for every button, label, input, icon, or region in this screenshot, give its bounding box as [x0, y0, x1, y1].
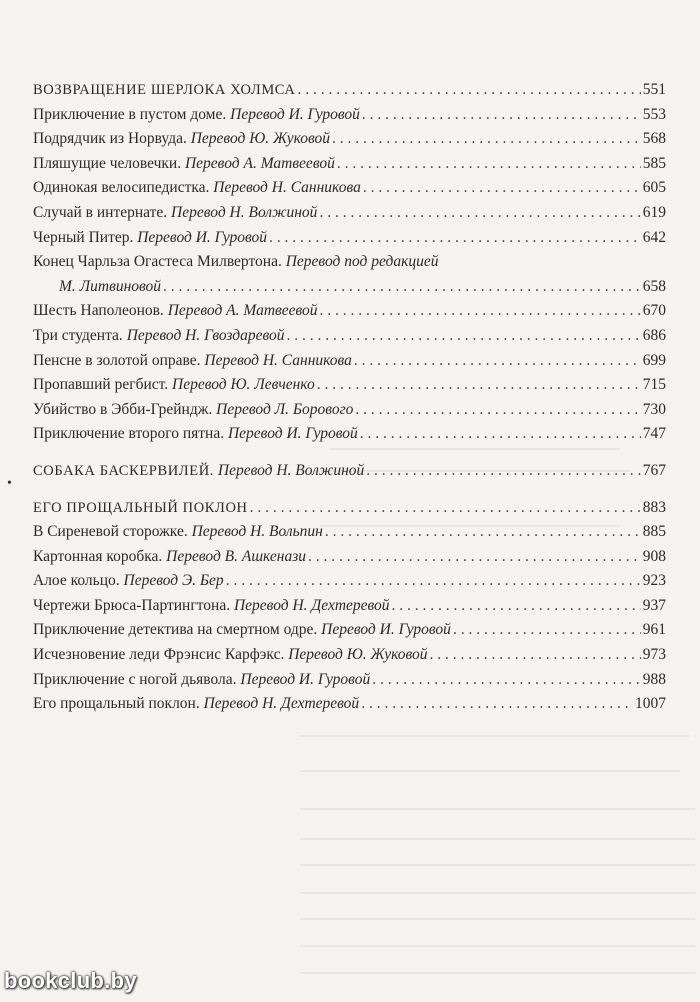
page-number: 670	[642, 302, 666, 320]
toc-entry	[33, 569, 666, 594]
leader-dots	[354, 349, 641, 374]
leader-dots	[363, 176, 641, 201]
entry-title	[33, 520, 323, 545]
toc-entry	[33, 594, 666, 619]
page-number: 988	[642, 670, 666, 688]
page-number: 923	[642, 572, 666, 590]
page-number: 1007	[635, 695, 666, 713]
entry-title	[33, 127, 330, 152]
toc-entry	[33, 176, 666, 201]
entry-title	[33, 398, 353, 423]
toc-entry	[33, 373, 666, 398]
toc-entry	[33, 152, 666, 177]
entry-translator: Перевод Ю. Левченко	[172, 376, 315, 394]
page-number: 937	[642, 596, 666, 614]
toc-entry	[33, 201, 666, 226]
toc-entry	[33, 103, 666, 128]
entry-title	[33, 618, 451, 643]
page-number: 658	[642, 277, 666, 295]
entry-title-text: Пляшущие человечки.	[33, 154, 182, 172]
page-number: 961	[642, 621, 666, 639]
watermark-logo: bookclub.by	[4, 968, 137, 993]
section-gap	[33, 484, 666, 496]
entry-translator: Перевод Ю. Жуковой	[190, 130, 331, 148]
entry-title-text: Приключение детектива на смертном одре.	[33, 621, 318, 639]
entry-title	[33, 594, 390, 619]
entry-title-text: Случай в интернате.	[33, 203, 168, 221]
page-number: 883	[642, 498, 666, 516]
page-number: 730	[642, 400, 666, 418]
toc-entry	[33, 668, 666, 693]
page-number: 642	[642, 228, 666, 246]
page-number: 767	[642, 461, 666, 479]
leader-dots	[337, 152, 641, 177]
entry-translator: Перевод А. Матвеевой	[167, 302, 318, 320]
leader-dots	[372, 668, 641, 693]
page-number: 568	[642, 130, 666, 148]
entry-translator: Перевод Н. Санникова	[213, 179, 361, 197]
leader-dots	[250, 496, 641, 521]
entry-title	[33, 692, 359, 717]
leader-dots	[308, 545, 641, 570]
toc-entry	[33, 226, 666, 251]
entry-title-text: Подрядчик из Норвуда.	[33, 130, 187, 148]
toc-entry	[33, 324, 666, 349]
leader-dots	[360, 422, 641, 447]
page-number: 686	[642, 326, 666, 344]
entry-title-text: ВОЗВРАЩЕНИЕ ШЕРЛОКА ХОЛМСА	[33, 82, 296, 98]
entry-title-text: Убийство в Эбби-Грейндж.	[33, 400, 213, 418]
entry-translator: Перевод Ю. Жуковой	[288, 646, 428, 664]
leader-dots	[361, 692, 633, 717]
page-number: 715	[642, 376, 666, 394]
entry-translator: Перевод И. Гуровой	[321, 621, 451, 639]
entry-title	[33, 201, 317, 226]
entry-title	[33, 545, 306, 570]
entry-title-text: Приключение в пустом доме.	[33, 105, 227, 123]
table-of-contents	[33, 78, 666, 717]
entry-title	[33, 569, 224, 594]
leader-dots	[430, 643, 641, 668]
entry-translator: Перевод Н. Гвоздаревой	[126, 326, 285, 344]
toc-entry	[33, 250, 666, 275]
entry-title-text: Три студента.	[33, 326, 123, 344]
entry-title-text: Черный Питер.	[33, 228, 134, 246]
leader-dots	[366, 459, 640, 484]
entry-translator: Перевод И. Гуровой	[240, 670, 371, 688]
entry-translator: Перевод Н. Дехтеревой	[233, 596, 390, 614]
entry-translator-continuation: М. Литвиновой	[59, 277, 162, 295]
page-number: 605	[642, 179, 666, 197]
page-number: 908	[642, 547, 666, 565]
entry-title-text: Конец Чарльза Огастеса Милвертона.	[33, 253, 282, 271]
leader-dots	[319, 201, 640, 226]
entry-translator: Перевод Н. Вольпин	[191, 523, 323, 541]
section-heading	[33, 459, 666, 484]
toc-entry	[33, 692, 666, 717]
entry-translator: Перевод Н. Санникова	[204, 351, 352, 369]
entry-translator: Перевод В. Ашкенази	[166, 547, 307, 565]
entry-translator: Перевод И. Гуровой	[227, 425, 358, 443]
toc-entry	[33, 127, 666, 152]
entry-translator: Перевод Н. Волжиной	[217, 461, 365, 479]
entry-title	[33, 226, 267, 251]
entry-title	[33, 496, 248, 521]
entry-title-text: Шесть Наполеонов.	[33, 302, 164, 320]
entry-translator: Перевод Э. Бер	[123, 572, 224, 590]
page-number: 551	[642, 81, 666, 98]
leader-dots	[297, 78, 640, 103]
section-gap	[33, 447, 666, 459]
entry-title-text: Чертежи Брюса-Партингтона.	[33, 596, 231, 614]
entry-title	[33, 176, 361, 201]
entry-title-text: Его прощальный поклон.	[33, 695, 200, 713]
entry-title-text: Одинокая велосипедистка.	[33, 179, 210, 197]
entry-translator: Перевод Л. Борового	[216, 400, 354, 418]
entry-title-text: СОБАКА БАСКЕРВИЛЕЙ.	[33, 462, 214, 479]
entry-title-text: Приключение второго пятна.	[33, 425, 225, 443]
leader-dots	[332, 127, 641, 152]
page-number: 747	[642, 425, 666, 443]
toc-entry	[33, 349, 666, 374]
leader-dots	[362, 103, 641, 128]
leader-dots	[269, 226, 641, 251]
toc-entry	[33, 618, 666, 643]
entry-title	[33, 324, 285, 349]
leader-dots	[226, 569, 641, 594]
entry-title	[33, 349, 352, 374]
entry-title-text: Приключение с ногой дьявола.	[33, 670, 237, 688]
entry-translator: Перевод под редакцией	[285, 253, 439, 271]
leader-dots	[392, 594, 641, 619]
leader-dots	[287, 324, 641, 349]
entry-title-text: ЕГО ПРОЩАЛЬНЫЙ ПОКЛОН	[33, 499, 248, 516]
entry-title-text: Картонная коробка.	[33, 547, 163, 565]
entry-title-text: Исчезновение леди Фрэнсис Карфэкс.	[33, 646, 285, 664]
toc-entry	[33, 422, 666, 447]
entry-title	[33, 668, 370, 693]
toc-entry	[33, 643, 666, 668]
toc-entry	[33, 520, 666, 545]
page-number: 619	[642, 203, 666, 221]
entry-title	[33, 152, 335, 177]
entry-translator: Перевод А. Матвеевой	[184, 154, 335, 172]
leader-dots	[325, 520, 641, 545]
entry-title	[33, 103, 360, 128]
leader-dots	[320, 299, 641, 324]
entry-title	[33, 422, 358, 447]
page-number: 585	[642, 154, 666, 172]
section-heading	[33, 496, 666, 521]
entry-translator: Перевод Н. Волжиной	[171, 203, 318, 221]
leader-dots	[453, 618, 641, 643]
page-number: 553	[642, 105, 666, 123]
page-number: 885	[642, 523, 666, 541]
entry-title	[33, 250, 438, 275]
page-number: 973	[642, 646, 666, 664]
page-number: 699	[642, 351, 666, 369]
leader-dots	[355, 398, 640, 423]
entry-title	[33, 78, 295, 103]
entry-translator: Перевод Н. Дехтеревой	[203, 695, 360, 713]
entry-translator: Перевод И. Гуровой	[137, 228, 268, 246]
entry-title-text: Пенсне в золотой оправе.	[33, 351, 201, 369]
toc-entry	[33, 299, 666, 324]
entry-title	[33, 459, 364, 484]
margin-bullet: •	[7, 476, 12, 491]
toc-entry	[33, 398, 666, 423]
leader-dots	[163, 275, 641, 300]
leader-dots	[317, 373, 641, 398]
toc-entry	[33, 545, 666, 570]
entry-title-text: В Сиреневой сторожке.	[33, 523, 188, 541]
entry-title-text: Пропавший регбист.	[33, 376, 169, 394]
entry-title-text: Алое кольцо.	[33, 572, 120, 590]
toc-entry-continuation	[33, 275, 666, 300]
entry-translator: Перевод И. Гуровой	[230, 105, 360, 123]
entry-title	[33, 373, 315, 398]
section-heading	[33, 78, 666, 103]
entry-title	[33, 643, 428, 668]
entry-title	[33, 299, 318, 324]
